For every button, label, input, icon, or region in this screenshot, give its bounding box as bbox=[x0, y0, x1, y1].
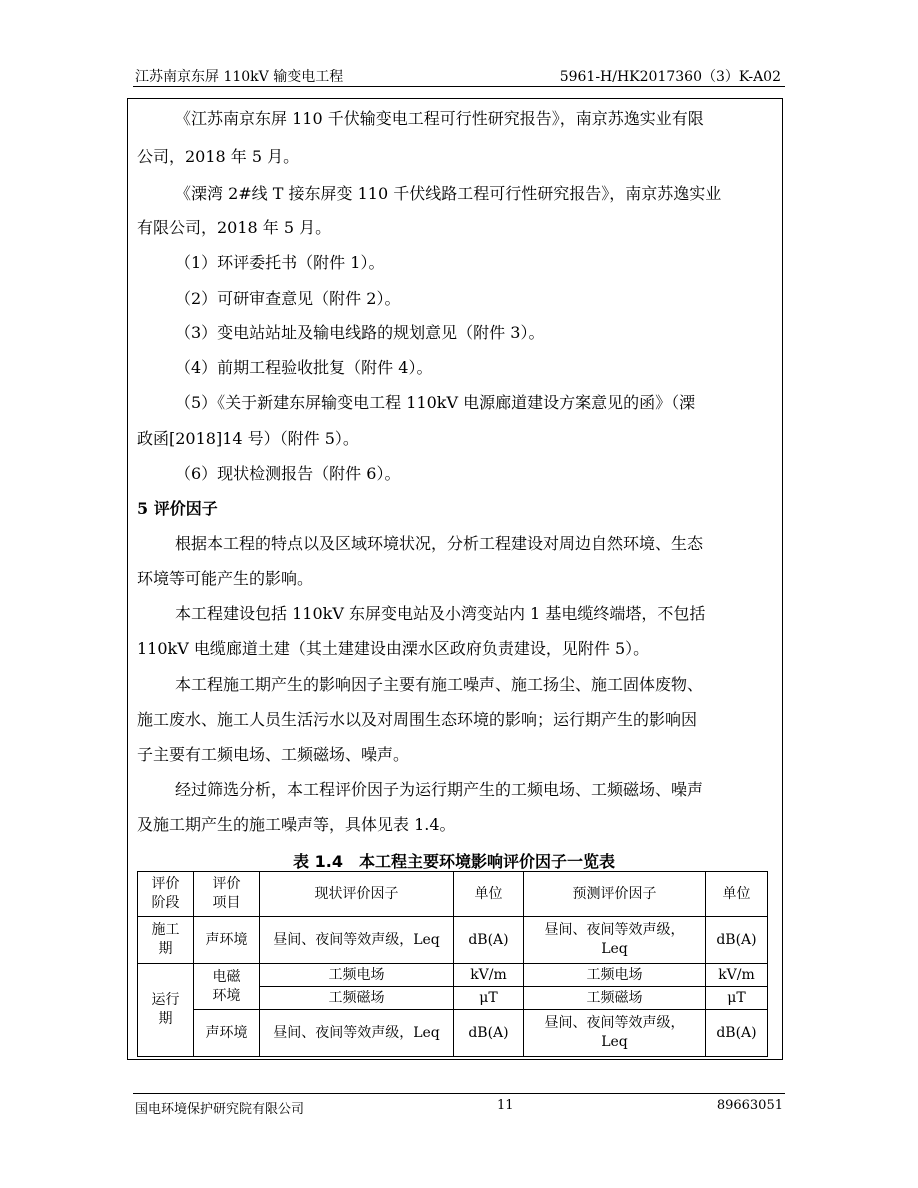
paragraph-line: 本工程建设包括 110kV 东屏变电站及小湾变站内 1 基电缆终端塔，不包括 bbox=[175, 604, 706, 623]
predict-factor-cell: 工频磁场 bbox=[524, 987, 706, 1010]
unit-cell: dB(A) bbox=[454, 917, 524, 964]
current-factor-cell: 昼间、夜间等效声级，Leq bbox=[260, 1010, 454, 1057]
paragraph-line: 环境等可能产生的影响。 bbox=[137, 569, 314, 588]
paragraph-line: 110kV 电缆廊道土建（其土建建设由溧水区政府负责建设，见附件 5）。 bbox=[137, 639, 650, 658]
attachment-item: （4）前期工程验收批复（附件 4）。 bbox=[175, 358, 433, 377]
paragraph-line: 《溧湾 2#线 T 接东屏变 110 千伏线路工程可行性研究报告》，南京苏逸实业 bbox=[175, 184, 722, 203]
footer-rule bbox=[133, 1093, 785, 1094]
header-project-title: 江苏南京东屏 110kV 输变电工程 bbox=[135, 69, 344, 85]
unit-cell: dB(A) bbox=[454, 1010, 524, 1057]
paragraph-line: 及施工期产生的施工噪声等，具体见表 1.4。 bbox=[137, 815, 456, 834]
current-factor-cell: 昼间、夜间等效声级，Leq bbox=[260, 917, 454, 964]
predict-factor-cell: 工频电场 bbox=[524, 964, 706, 987]
attachment-item: （6）现状检测报告（附件 6）。 bbox=[175, 464, 401, 483]
table-header-row bbox=[138, 872, 768, 917]
paragraph-line: 《江苏南京东屏 110 千伏输变电工程可行性研究报告》，南京苏逸实业有限 bbox=[175, 109, 704, 128]
predict-factor-cell: 昼间、夜间等效声级， Leq bbox=[524, 1010, 706, 1057]
current-factor-cell: 工频电场 bbox=[260, 964, 454, 987]
header-cell-stage: 评价 阶段 bbox=[138, 872, 194, 917]
header-cell-unit: 单位 bbox=[706, 872, 768, 917]
attachment-item: （1）环评委托书（附件 1）。 bbox=[175, 253, 385, 272]
unit-cell: dB(A) bbox=[706, 1010, 768, 1057]
item-cell: 电磁 环境 bbox=[194, 964, 260, 1010]
footer-phone: 89663051 bbox=[716, 1098, 783, 1113]
attachment-item: 政函[2018]14 号）（附件 5）。 bbox=[137, 429, 359, 448]
unit-cell: μT bbox=[706, 987, 768, 1010]
unit-cell: dB(A) bbox=[706, 917, 768, 964]
stage-cell: 运行 期 bbox=[138, 964, 194, 1057]
page-number: 11 bbox=[497, 1098, 514, 1113]
header-cell-item: 评价 项目 bbox=[194, 872, 260, 917]
header-cell-predict-factor: 预测评价因子 bbox=[524, 872, 706, 917]
table-row bbox=[138, 964, 768, 987]
unit-cell: kV/m bbox=[706, 964, 768, 987]
paragraph-line: 经过筛选分析，本工程评价因子为运行期产生的工频电场、工频磁场、噪声 bbox=[175, 780, 704, 799]
header-cell-current-factor: 现状评价因子 bbox=[260, 872, 454, 917]
table-row bbox=[138, 917, 768, 964]
paragraph-line: 有限公司，2018 年 5 月。 bbox=[137, 218, 332, 237]
table-caption: 表 1.4 本工程主要环境影响评价因子一览表 bbox=[293, 852, 615, 871]
predict-factor-cell: 昼间、夜间等效声级， Leq bbox=[524, 917, 706, 964]
attachment-item: （5）《关于新建东屏输变电工程 110kV 电源廊道建设方案意见的函》（溧 bbox=[175, 393, 696, 412]
unit-cell: kV/m bbox=[454, 964, 524, 987]
attachment-item: （3）变电站站址及输电线路的规划意见（附件 3）。 bbox=[175, 323, 545, 342]
header-cell-unit: 单位 bbox=[454, 872, 524, 917]
item-cell: 声环境 bbox=[194, 1010, 260, 1057]
attachment-item: （2）可研审查意见（附件 2）。 bbox=[175, 289, 401, 308]
paragraph-line: 公司，2018 年 5 月。 bbox=[137, 147, 300, 166]
current-factor-cell: 工频磁场 bbox=[260, 987, 454, 1010]
evaluation-factor-table bbox=[137, 871, 768, 1057]
paragraph-line: 子主要有工频电场、工频磁场、噪声。 bbox=[137, 745, 410, 764]
paragraph-line: 施工废水、施工人员生活污水以及对周围生态环境的影响；运行期产生的影响因 bbox=[137, 710, 698, 729]
item-cell: 声环境 bbox=[194, 917, 260, 964]
unit-cell: μT bbox=[454, 987, 524, 1010]
stage-cell: 施工 期 bbox=[138, 917, 194, 964]
table-row bbox=[138, 1010, 768, 1057]
page-header bbox=[133, 64, 785, 86]
paragraph-line: 本工程施工期产生的影响因子主要有施工噪声、施工扬尘、施工固体废物、 bbox=[175, 675, 704, 694]
section-heading: 5 评价因子 bbox=[137, 499, 218, 518]
header-rule bbox=[133, 86, 785, 87]
paragraph-line: 根据本工程的特点以及区域环境状况，分析工程建设对周边自然环境、生态 bbox=[175, 534, 704, 553]
footer-organization: 国电环境保护研究院有限公司 bbox=[135, 1102, 305, 1117]
header-document-number: 5961-H/HK2017360（3）K-A02 bbox=[559, 69, 781, 85]
